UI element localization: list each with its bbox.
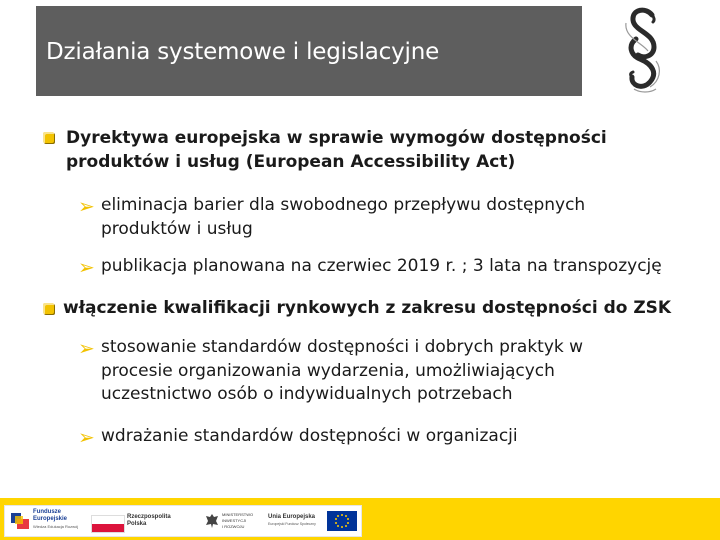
- fe-logo-line1: Fundusze: [33, 509, 61, 515]
- fe-logo-line3: Wiedza Edukacja Rozwój: [33, 524, 79, 529]
- list-item-zsk: włączenie kwalifikacji rynkowych z zakresu dostępności do ZSK: [63, 298, 672, 318]
- arrow-bullet-icon: ➢: [78, 194, 95, 218]
- checkbox-bullet-icon: [43, 132, 54, 143]
- rp-logo-line1: Rzeczpospolita: [127, 514, 171, 520]
- eagle-emblem-icon: [205, 513, 219, 529]
- eu-flag-icon: [327, 511, 357, 531]
- arrow-bullet-icon: ➢: [78, 255, 95, 279]
- ministry-line1: MINISTERSTWO: [222, 512, 254, 517]
- arrow-bullet-icon: ➢: [78, 425, 95, 449]
- sub-item-stosowanie: stosowanie standardów dostępności i dobrych praktyk w procesie organizowania wydarzenia, umożliwiających uczestnictwo osób o indywidualnych potrzebach: [101, 337, 584, 404]
- rp-logo-line2: Polska: [127, 521, 147, 527]
- ue-logo-line1: Unia Europejska: [268, 514, 316, 520]
- page-title: Działania systemowe i legislacyjne: [46, 39, 440, 65]
- list-item-eaa: Dyrektywa europejska w sprawie wymogów dostępności produktów i usług (European Accessibility Act): [66, 128, 607, 172]
- arrow-bullet-icon: ➢: [78, 336, 95, 360]
- paragraph-section-icon: [606, 3, 682, 97]
- sub-item-wdrazanie: wdrażanie standardów dostępności w organizacji: [101, 426, 518, 446]
- sub-item-eliminacja: eliminacja barier dla swobodnego przepływu dostępnych produktów i usług: [101, 195, 586, 239]
- sub-item-publikacja: publikacja planowana na czerwiec 2019 r. ; 3 lata na transpozycję: [101, 256, 662, 276]
- ministry-line2: INWESTYCJI: [222, 518, 247, 523]
- fe-star-icon: [9, 511, 31, 531]
- fe-logo-line2: Europejskie: [33, 516, 68, 522]
- checkbox-bullet-icon: [43, 303, 54, 314]
- title-bar: [36, 6, 582, 96]
- ministry-line3: I ROZWOJU: [222, 524, 245, 529]
- poland-flag-icon: [91, 515, 125, 533]
- funding-logos: [4, 505, 362, 537]
- ue-logo-line2: Europejski Fundusz Społeczny: [268, 522, 316, 526]
